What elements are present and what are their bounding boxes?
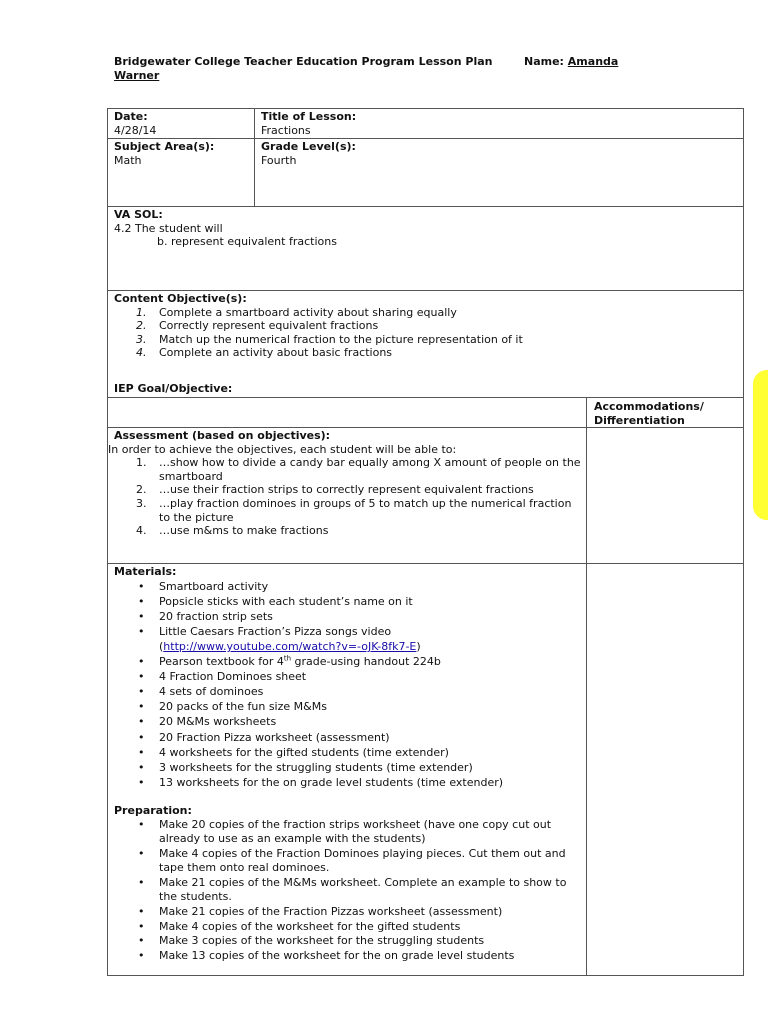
- accommodations-label: Accommodations/ Differentiation: [594, 400, 704, 427]
- sol-line1: 4.2 The student will: [114, 221, 223, 235]
- list-item: 3. Match up the numerical fraction to the picture representation of it: [136, 332, 523, 346]
- row-divider: [108, 290, 743, 291]
- date-cell: [114, 110, 252, 137]
- list-item: • 20 packs of the fun size M&Ms: [138, 700, 327, 714]
- list-item: • Little Caesars Fraction’s Pizza songs video (http://www.youtube.com/watch?v=-oJK-8fk7-E): [138, 624, 421, 653]
- list-item: • 4 sets of dominoes: [138, 685, 264, 699]
- date-label: Date:: [114, 110, 148, 123]
- sol-line2: b. represent equivalent fractions: [157, 235, 337, 249]
- list-item: 1. Complete a smartboard activity about sharing equally: [136, 305, 457, 319]
- list-item: 4. Complete an activity about basic fractions: [136, 346, 393, 360]
- content-objectives-list: [114, 306, 734, 360]
- title-label: Title of Lesson:: [261, 110, 357, 123]
- name-first: Amanda: [567, 55, 619, 68]
- document-header: [114, 55, 674, 82]
- highlight-tab: [753, 370, 768, 520]
- materials-list: [114, 579, 584, 790]
- row-divider: [108, 138, 743, 139]
- name-label: Name:: [524, 55, 564, 68]
- grade-label: Grade Level(s):: [261, 140, 356, 153]
- name-field: [524, 55, 618, 69]
- row-divider: [108, 206, 743, 207]
- iep-label: IEP Goal/Objective:: [114, 381, 233, 395]
- program-title: Bridgewater College Teacher Education Program Lesson Plan: [114, 55, 493, 68]
- row-divider: [108, 397, 743, 398]
- list-item: 3. …play fraction dominoes in groups of 5 to match up the numerical fraction to the picture: [136, 496, 572, 524]
- title-cell: [261, 110, 731, 137]
- list-item: • Make 3 copies of the worksheet for the struggling students: [138, 934, 485, 948]
- content-objectives-cell: [114, 292, 734, 396]
- list-item: • 20 fraction strip sets: [138, 609, 273, 623]
- list-item: • 3 worksheets for the struggling students (time extender): [138, 760, 473, 774]
- list-item: • Make 21 copies of the Fraction Pizzas worksheet (assessment): [138, 905, 503, 919]
- list-item: 4. …use m&ms to make fractions: [136, 524, 329, 538]
- col-divider: [586, 397, 587, 975]
- subject-cell: [114, 140, 252, 167]
- name-last: Warner: [114, 69, 160, 82]
- list-item: • Smartboard activity: [138, 579, 269, 593]
- date-value: 4/28/14: [114, 123, 157, 137]
- list-item: • 4 worksheets for the gifted students (time extender): [138, 745, 449, 759]
- sol-label: VA SOL:: [114, 208, 163, 221]
- assessment-label: Assessment (based on objectives):: [114, 429, 331, 442]
- list-item: • Pearson textbook for 4th grade-using handout 224b: [138, 654, 441, 669]
- content-objectives-label: Content Objective(s):: [114, 292, 247, 305]
- assessment-intro: In order to achieve the objectives, each student will be able to:: [108, 442, 457, 456]
- row-divider: [108, 563, 743, 564]
- grade-cell: [261, 140, 731, 167]
- assessment-cell: [108, 429, 584, 538]
- list-item: • Make 13 copies of the worksheet for the on grade level students: [138, 948, 515, 962]
- video-link[interactable]: http://www.youtube.com/watch?v=-oJK-8fk7-E: [163, 639, 417, 653]
- list-item: • Make 4 copies of the Fraction Dominoes playing pieces. Cut them out and tape them onto real dominoes.: [138, 846, 566, 875]
- title-value: Fractions: [261, 123, 311, 137]
- list-item: • Make 21 copies of the M&Ms worksheet. Complete an example to show to the students.: [138, 875, 567, 904]
- list-item: • 13 worksheets for the on grade level students (time extender): [138, 775, 504, 789]
- preparation-list: [114, 818, 584, 964]
- sol-cell: [114, 208, 734, 249]
- subject-label: Subject Area(s):: [114, 140, 215, 153]
- materials-label: Materials:: [114, 565, 177, 578]
- preparation-label: Preparation:: [114, 803, 192, 817]
- col-divider: [254, 109, 255, 206]
- list-item: • 20 Fraction Pizza worksheet (assessment): [138, 730, 390, 744]
- lesson-plan-table: [107, 108, 744, 976]
- list-item: • Popsicle sticks with each student’s name on it: [138, 594, 413, 608]
- list-item: • 20 M&Ms worksheets: [138, 715, 277, 729]
- grade-value: Fourth: [261, 153, 297, 167]
- accommodations-cell: [594, 400, 742, 427]
- list-item: • Make 4 copies of the worksheet for the gifted students: [138, 919, 461, 933]
- ordinal-suffix: th: [283, 654, 292, 663]
- subject-value: Math: [114, 153, 142, 167]
- assessment-list: [114, 456, 584, 538]
- list-item: 2. …use their fraction strips to correctly represent equivalent fractions: [136, 483, 534, 497]
- list-item: • 4 Fraction Dominoes sheet: [138, 670, 307, 684]
- list-item: • Make 20 copies of the fraction strips worksheet (have one copy cut out already to use as an example with the students): [138, 817, 552, 846]
- materials-cell: [114, 565, 584, 963]
- list-item: 1. …show how to divide a candy bar equally among X amount of people on the smartboard: [136, 456, 581, 483]
- list-item: 2. Correctly represent equivalent fractions: [136, 319, 379, 333]
